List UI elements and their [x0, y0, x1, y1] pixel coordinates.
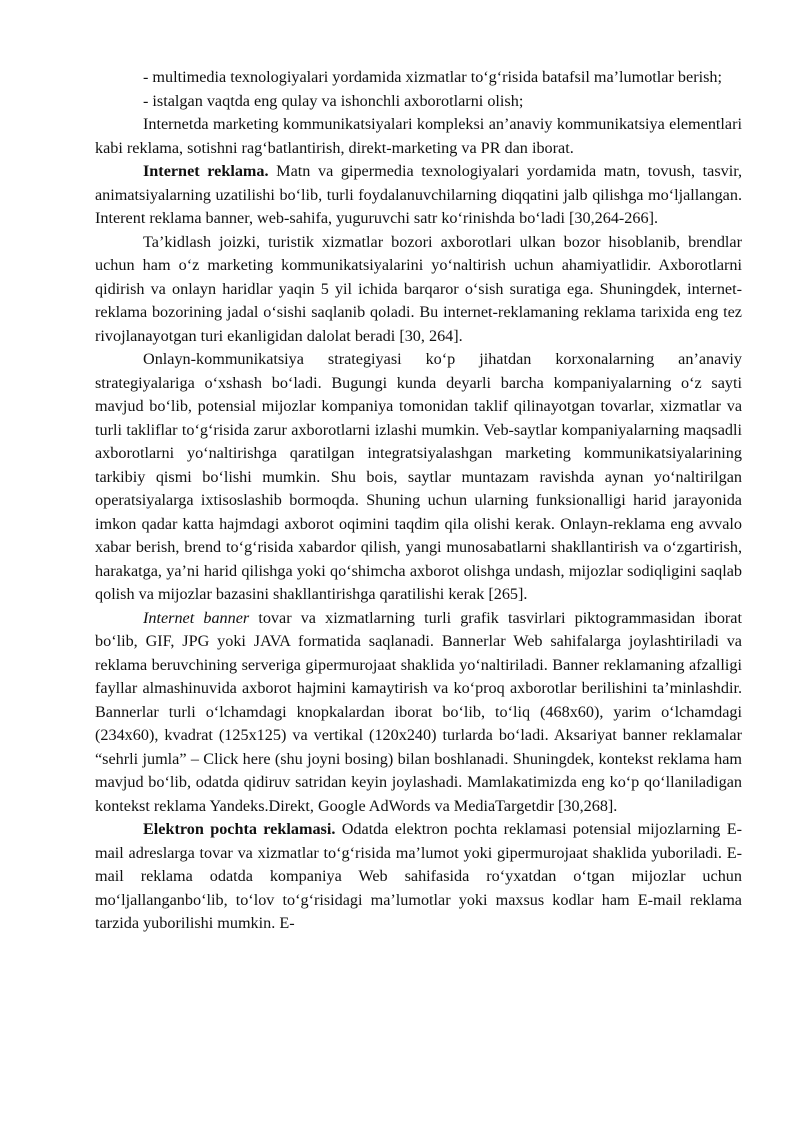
internet-banner-term: Internet banner: [143, 608, 250, 627]
paragraph-internet-banner: [95, 607, 742, 819]
paragraph-marketing-complex: Internetda marketing kommunikatsiyalari kompleksi an’anaviy kommunikatsiya elementlari kabi reklama, sotishni rag‘batlantirish, direkt-marketing va PR dan iborat.: [95, 115, 742, 157]
internet-banner-text: tovar va xizmatlarning turli grafik tasvirlari piktogrammasidan iborat bo‘lib, GIF, JPG yoki JAVA formatida saqlanadi. Bannerlar Web sahifalarga joylashtiriladi va reklama beruvchining serveriga gipermurojaat shaklida yo‘naltiriladi. Banner reklamaning afzalligi fayllar almashinuvida axborot hajmini kamaytirish va ko‘proq axborotlar berilishini ta’minlashdir. Bannerlar turli o‘lchamdagi knopkalardan iborat bo‘lib, to‘liq (468x60), yarim o‘lchamdagi (234x60), kvadrat (125x125) va vertikal (120x240) turlarda bo‘ladi. Aksariyat banner reklamalar “sehrli jumla” – Click here (shu joyni bosing) bilan boshlanadi. Shuningdek, kontekst reklama ham mavjud bo‘lib, odatda qidiruv satridan keyin joylashadi. Mamlakatimizda eng ko‘p qo‘llaniladigan kontekst reklama Yandeks.Direkt, Google AdWords va MediaTargetdir [30,268].: [95, 608, 742, 815]
internet-reklama-heading: Internet reklama.: [143, 162, 269, 180]
internet-reklama-text: Matn va gipermedia texnologiyalari yordamida matn, tovush, tasvir, animatsiyalarning uzatilishi bo‘lib, turli foydalanuvchilarning diqqatini jalb qilishga mo‘ljallangan. Interent reklama banner, web-sahifa, yuguruvchi satr ko‘rinishda bo‘ladi [30,264-266].: [95, 162, 742, 227]
paragraph-elektron-pochta: [95, 818, 742, 936]
bullet-item-1: - multimedia texnologiyalari yordamida xizmatlar to‘g‘risida batafsil ma’lumotlar berish;: [143, 68, 722, 86]
bullet-item-2: - istalgan vaqtda eng qulay va ishonchli axborotlarni olish;: [143, 91, 524, 110]
paragraph-onlayn-strategiya: Onlayn-kommunikatsiya strategiyasi ko‘p jihatdan korxonalarning an’anaviy strategiyalariga o‘xshash bo‘ladi. Bugungi kunda deyarli barcha kompaniyalarning o‘z sayti mavjud bo‘lib, potensial mijozlar kompaniya tomonidan taklif qilinayotgan tovarlar, xizmatlar va turli takliflar to‘g‘risida zarur axborotlarni izlashi mumkin. Veb-saytlar kompaniyalarning maqsadli axborotlarni yo‘naltirishga qaratilgan integratsiyalashgan marketing kommunikatsiyalarining tarkibiy qismi bo‘lishi mumkin. Shu bois, saytlar muntazam ravishda aynan yo‘naltirilgan operatsiyalarga ixtisoslashib bormoqda. Shuning uchun ularning funksionalligi harid jarayonida imkon qadar katta hajmdagi axborot oqimini taqdim qila olishi kerak. Onlayn-reklama eng avvalo xabar berish, brend to‘g‘risida xabardor qilish, yangi munosabatlarni shakllantirish va o‘zgartirish, harakatga, ya’ni harid qilishga yoki qo‘shimcha axborot olishga undash, mijozlar sodiqligini saqlab qolish va mijozlar bazasini shakllantirishga qaratilishi kerak [265].: [95, 350, 742, 603]
paragraph-internet-reklama: [95, 160, 742, 231]
elektron-pochta-text: Odatda elektron pochta reklamasi potensial mijozlarning E-mail adreslarga tovar va xizmatlar to‘g‘risida ma’lumot yoki gipermurojaat shaklida yuboriladi. E-mail reklama odatda kompaniya Web sahifasida ro‘yxatdan o‘tgan mijozlar uchun mo‘ljallanganbo‘lib, to‘lov to‘g‘risidagi ma’lumotlar yoki maxsus kodlar ham E-mail reklama tarzida yuborilishi mumkin. E-: [95, 820, 742, 932]
document-page: [95, 66, 742, 936]
elektron-pochta-heading: Elektron pochta reklamasi.: [143, 820, 336, 838]
paragraph-turistik-bozor: Ta’kidlash joizki, turistik xizmatlar bozori axborotlari ulkan bozor hisoblanib, brendlar uchun ham o‘z marketing kommunikatsiyalarini yo‘naltirish uchun ahamiyatlidir. Axborotlarni qidirish va onlayn haridlar yaqin 5 yil ichida barqaror o‘sish suratiga ega. Shuningdek, internet-reklama bozorining jadal o‘sishi saqlanib qoladi. Bu internet-reklamaning reklama tarixida eng tez rivojlanayotgan turi ekanligidan dalolat beradi [30, 264].: [95, 232, 742, 345]
